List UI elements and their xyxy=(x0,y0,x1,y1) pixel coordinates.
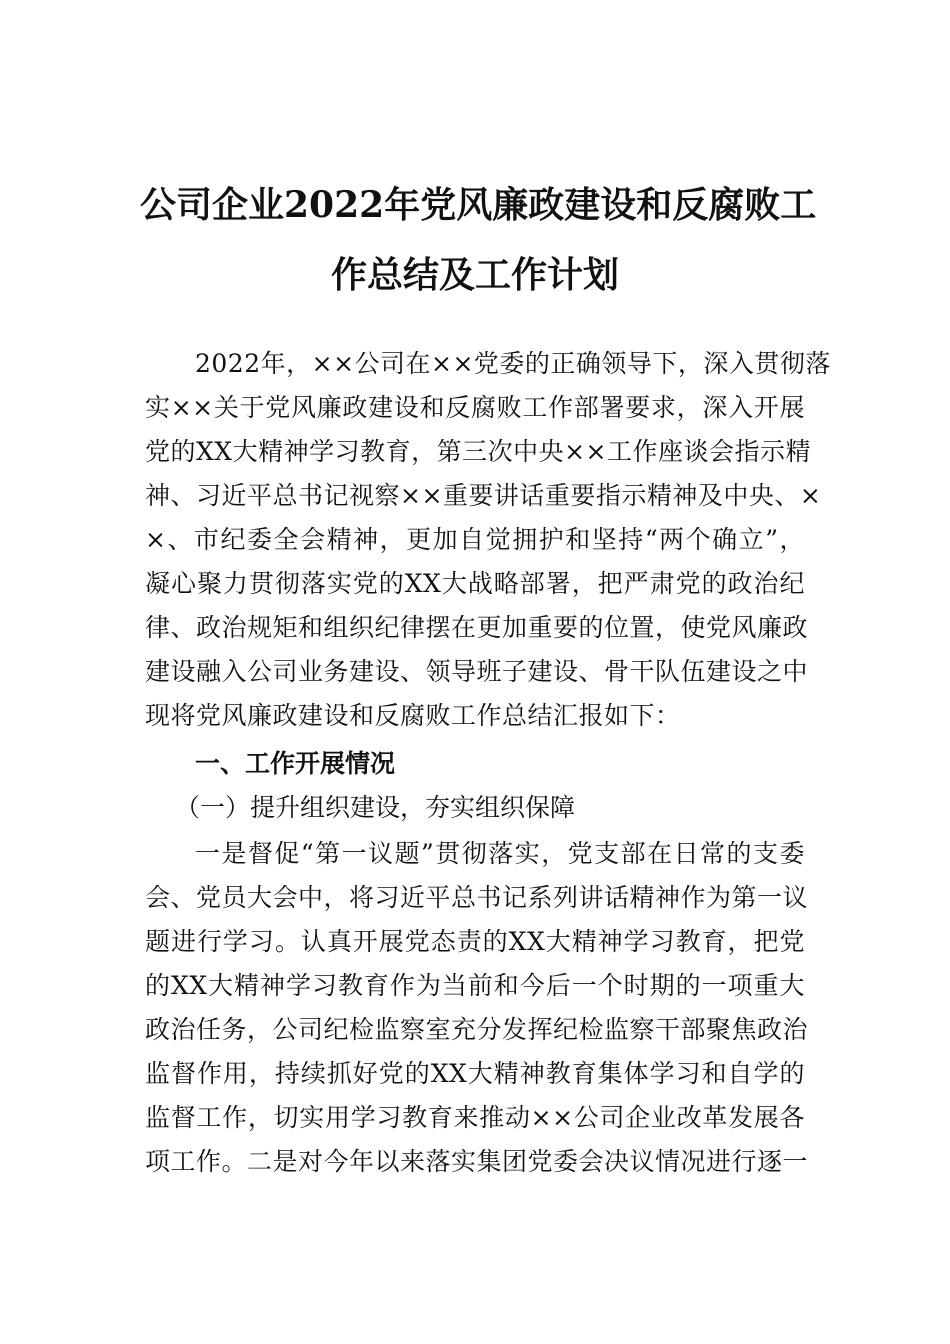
title-line-1: 公司企业2022年党风廉政建设和反腐败工 xyxy=(140,184,817,226)
intro-line: 凝心聚力贯彻落实党的XX大战略部署，把严肃党的政治纪 xyxy=(145,569,805,598)
body-line: 的XX大精神学习教育作为当前和今后一个时期的一项重大 xyxy=(145,971,805,1000)
subsection-heading: （一）提升组织建设，夯实组织保障 xyxy=(175,793,576,822)
intro-line: ×、市纪委全会精神，更加自觉拥护和坚持“两个确立”， xyxy=(145,525,805,554)
intro-line: 神、习近平总书记视察××重要讲话重要指示精神及中央、× xyxy=(145,481,822,510)
body-line: 项工作。二是对今年以来落实集团党委会决议情况进行逐一 xyxy=(145,1147,809,1176)
intro-line: 2022年，××公司在××党委的正确领导下，深入贯彻落 xyxy=(195,349,831,378)
intro-line: 现将党风廉政建设和反腐败工作总结汇报如下： xyxy=(145,701,681,730)
intro-line: 建设融入公司业务建设、领导班子建设、骨干队伍建设之中 xyxy=(145,657,809,686)
body-line: 政治任务，公司纪检监察室充分发挥纪检监察干部聚焦政治 xyxy=(145,1015,809,1044)
intro-line: 律、政治规矩和组织纪律摆在更加重要的位置，使党风廉政 xyxy=(145,613,809,642)
body-line: 题进行学习。认真开展党态责的XX大精神学习教育，把党 xyxy=(145,927,805,956)
body-line: 监督工作，切实用学习教育来推动××公司企业改革发展各 xyxy=(145,1103,805,1132)
body-line: 监督作用，持续抓好党的XX大精神教育集体学习和自学的 xyxy=(145,1059,805,1088)
document-title xyxy=(140,170,817,310)
body-line: 会、党员大会中，将习近平总书记系列讲话精神作为第一议 xyxy=(145,883,809,912)
intro-line: 党的XX大精神学习教育，第三次中央××工作座谈会指示精 xyxy=(145,437,811,466)
body-line: 一是督促“第一议题”贯彻落实，党支部在日常的支委 xyxy=(195,839,805,868)
section-heading: 一、工作开展情况 xyxy=(195,749,396,778)
intro-line: 实××关于党风廉政建设和反腐败工作部署要求，深入开展 xyxy=(145,393,805,422)
title-line-2: 作总结及工作计划 xyxy=(330,254,619,296)
